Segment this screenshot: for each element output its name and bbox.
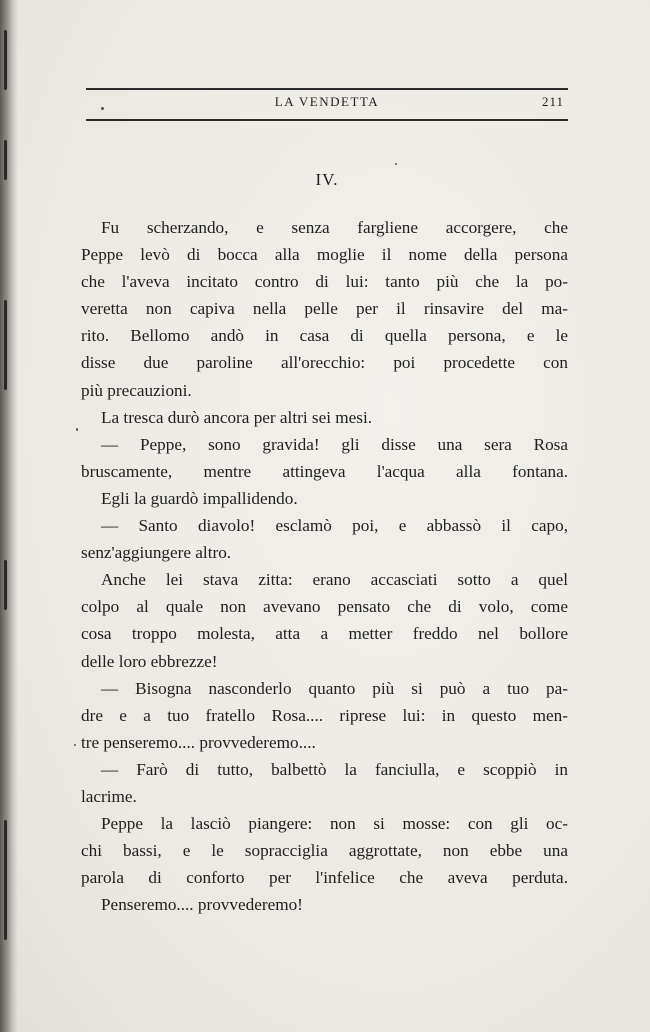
text-line: lacrime. bbox=[81, 786, 137, 806]
text-line: colpo al quale non avevano pensato che di volo, come bbox=[81, 597, 568, 617]
paper-speck bbox=[76, 428, 78, 431]
text-line: — Santo diavolo! esclamò poi, e abbassò il capo, bbox=[101, 516, 568, 536]
text-line: Peppe la lasciò piangere: non si mosse: con gli oc- bbox=[101, 814, 568, 834]
binding-mark bbox=[4, 140, 7, 180]
text-line: tre penseremo.... provvederemo.... bbox=[81, 732, 316, 752]
text-line: veretta non capiva nella pelle per il rinsavire del ma- bbox=[81, 299, 568, 319]
text-line: dre e a tuo fratello Rosa.... riprese lui: in questo men- bbox=[81, 705, 568, 725]
chapter-heading: IV. bbox=[315, 170, 339, 189]
text-line: che l'aveva incitato contro di lui: tanto più che la po- bbox=[81, 272, 568, 292]
text-line: Egli la guardò impallidendo. bbox=[101, 488, 298, 508]
paper-speck bbox=[395, 163, 397, 165]
binding-mark bbox=[4, 820, 7, 940]
text-line: parola di conforto per l'infelice che aveva perduta. bbox=[81, 868, 568, 888]
text-line: Anche lei stava zitta: erano accasciati sotto a quel bbox=[101, 570, 568, 590]
paper-speck bbox=[101, 107, 104, 110]
text-line: delle loro ebbrezze! bbox=[81, 651, 218, 671]
text-line: disse due paroline all'orecchio: poi procedette con bbox=[81, 353, 568, 373]
header-rule-top bbox=[86, 88, 568, 90]
text-line: La tresca durò ancora per altri sei mesi. bbox=[101, 407, 373, 427]
text-line: bruscamente, mentre attingeva l'acqua alla fontana. bbox=[81, 461, 568, 481]
text-line: chi bassi, e le sopracciglia aggrottate, non ebbe una bbox=[81, 841, 568, 861]
book-binding-shadow bbox=[0, 0, 18, 1032]
header-rule-bottom bbox=[86, 119, 568, 121]
text-line: — Bisogna nasconderlo quanto più si può a tuo pa- bbox=[101, 678, 568, 698]
text-line: più precauzioni. bbox=[81, 380, 192, 400]
body-text bbox=[81, 214, 568, 918]
binding-mark bbox=[4, 300, 7, 390]
text-line: senz'aggiungere altro. bbox=[81, 543, 232, 563]
text-line: — Peppe, sono gravida! gli disse una sera Rosa bbox=[101, 434, 568, 454]
binding-mark bbox=[4, 30, 7, 90]
text-line: Peppe levò di bocca alla moglie il nome della persona bbox=[81, 245, 568, 265]
page-number: 211 bbox=[541, 94, 564, 109]
text-line: cosa troppo molesta, atta a metter freddo nel bollore bbox=[81, 624, 568, 644]
paper-speck bbox=[74, 744, 76, 746]
text-line: rito. Bellomo andò in casa di quella persona, e le bbox=[81, 326, 568, 346]
text-line: Penseremo.... provvederemo! bbox=[101, 895, 303, 915]
running-head bbox=[86, 94, 568, 114]
running-title: LA VENDETTA bbox=[274, 94, 380, 109]
text-line: — Farò di tutto, balbettò la fanciulla, e scoppiò in bbox=[101, 759, 568, 779]
text-line: Fu scherzando, e senza fargliene accorgere, che bbox=[101, 218, 568, 237]
binding-mark bbox=[4, 560, 7, 610]
